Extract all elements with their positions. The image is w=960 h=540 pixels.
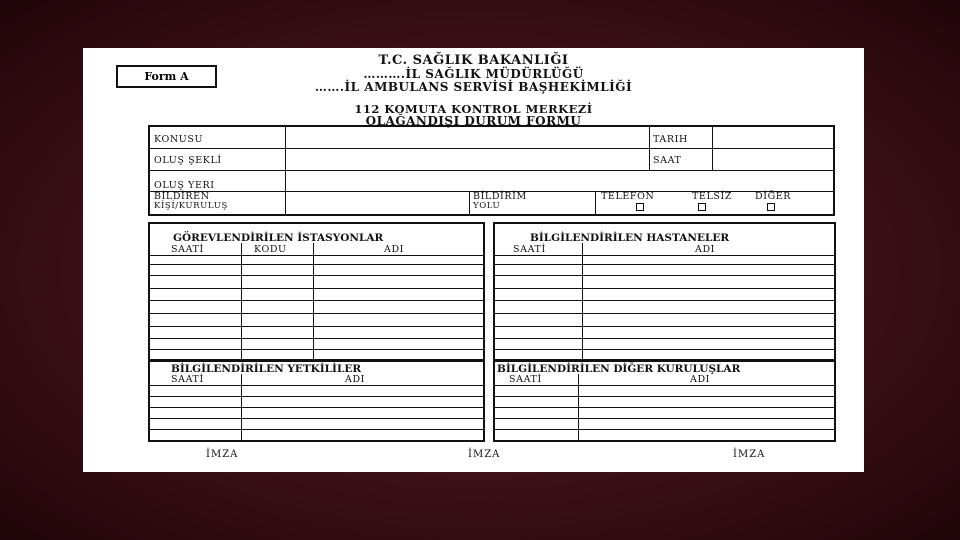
assigned-stations-name-header: ADI — [384, 244, 405, 255]
header-directorate: ……….İL SAĞLIK MÜDÜRLÜĞÜ — [363, 67, 584, 81]
assigned-stations-title: GÖREVLENDİRİLEN İSTASYONLAR — [173, 232, 384, 244]
occurrence-type-field[interactable] — [287, 150, 647, 168]
informed-hospitals-time-header: SAATİ — [513, 244, 546, 255]
signature-label-right: İMZA — [733, 449, 766, 460]
informed-organizations-title: BİLGİLENDİRİLEN DİĞER KURULUŞLAR — [497, 363, 741, 375]
phone-checkbox[interactable] — [636, 203, 644, 211]
assigned-stations-code-header: KODU — [254, 244, 287, 255]
informed-hospitals-name-header: ADI — [695, 244, 716, 255]
informed-officials-title: BİLGİLENDİRİLEN YETKİLİLER — [171, 363, 362, 375]
informed-hospitals-title: BİLGİLENDİRİLEN HASTANELER — [530, 232, 730, 244]
form-title: OLAĞANDIŞI DURUM FORMU — [365, 114, 582, 128]
report-method-label: BİLDİRİM — [473, 191, 527, 202]
header-ambulance-service: …….İL AMBULANS SERVİSİ BAŞHEKİMLİĞİ — [314, 80, 633, 94]
informed-organizations-table — [493, 360, 836, 442]
signature-label-left: İMZA — [206, 449, 239, 460]
informed-officials-time-header: SAATİ — [171, 374, 204, 385]
informed-officials-name-header: ADI — [345, 374, 366, 385]
radio-checkbox[interactable] — [698, 203, 706, 211]
incident-info-table — [148, 125, 835, 216]
date-label: TARIH — [653, 134, 688, 145]
subject-field[interactable] — [287, 129, 647, 147]
reporter-label: BİLDİREN — [154, 191, 210, 202]
subject-label: KONUSU — [154, 134, 204, 145]
other-checkbox[interactable] — [767, 203, 775, 211]
time-field[interactable] — [714, 150, 831, 168]
informed-organizations-name-header: ADI — [690, 374, 711, 385]
time-label: SAAT — [653, 155, 682, 166]
form-label: Form A — [116, 65, 217, 88]
form-document — [83, 48, 864, 472]
signature-label-center: İMZA — [468, 449, 501, 460]
location-label: OLUŞ YERI — [154, 180, 215, 191]
report-method-sublabel: YOLU — [473, 201, 501, 211]
informed-hospitals-table — [493, 222, 836, 361]
header-command-center: 112 KOMUTA KONTROL MERKEZİ — [354, 102, 593, 116]
assigned-stations-time-header: SAATİ — [171, 244, 204, 255]
other-option-label: DİĞER — [755, 191, 792, 202]
location-field[interactable] — [287, 172, 831, 190]
reporter-sublabel: KİŞİ/KURULUŞ — [154, 201, 228, 211]
informed-organizations-time-header: SAATİ — [509, 374, 542, 385]
reporter-field[interactable] — [287, 193, 467, 212]
phone-option-label: TELEFON — [601, 191, 655, 202]
date-field[interactable] — [714, 129, 831, 147]
radio-option-label: TELSİZ — [692, 191, 733, 202]
header-ministry: T.C. SAĞLIK BAKANLIĞI — [378, 53, 569, 68]
assigned-stations-table — [148, 222, 485, 361]
informed-officials-table — [148, 360, 485, 442]
occurrence-type-label: OLUŞ ŞEKLİ — [154, 155, 222, 166]
